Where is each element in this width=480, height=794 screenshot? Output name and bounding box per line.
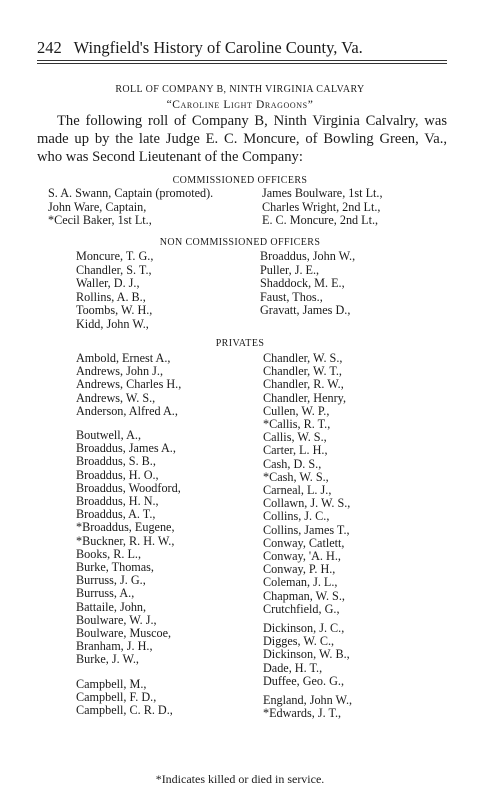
intro-text: The following roll of Company B, Ninth Virginia Calvalry, was made up by the late Judge E. C. Moncure, of Bowling Green, Va., who was Second Lieutenant of the Company: (37, 113, 447, 165)
roster-entry: Anderson, Alfred A., (76, 403, 178, 418)
non-commissioned-heading: NON COMMISSIONED OFFICERS (159, 237, 321, 248)
roster-entry: Coleman, J. L., (263, 575, 338, 590)
header-rule (37, 60, 447, 61)
header-rule-second (37, 63, 447, 64)
roster-entry: Boutwell, A., (76, 428, 142, 443)
roster-entry: *Cecil Baker, 1st Lt., (48, 213, 152, 227)
non-commissioned-right-column (260, 250, 355, 318)
roster-entry: Campbell, F. D., (76, 689, 157, 704)
roster-entry: Rollins, A. B., (76, 289, 146, 304)
roster-entry: Collins, James T., (263, 522, 350, 537)
roster-entry: Chandler, W. S., (263, 351, 343, 365)
roster-entry: Cash, D. S., (263, 456, 322, 471)
roster-entry: Campbell, C. R. D., (76, 703, 173, 718)
roster-entry: Dickinson, J. C., (263, 621, 345, 636)
roster-entry: Andrews, Charles H., (76, 377, 182, 392)
roster-entry: Conway, Catlett, (263, 535, 345, 550)
roster-entry: Campbell, M., (76, 676, 147, 691)
roster-entry: Broaddus, S. B., (76, 454, 156, 469)
roster-entry: Broaddus, John W., (260, 249, 356, 263)
roster-entry: Moncure, T. G., (76, 249, 154, 263)
roster-entry: Faust, Thos., (260, 289, 323, 304)
commissioned-heading: COMMISSIONED OFFICERS (172, 175, 308, 186)
roster-entry: Carneal, L. J., (263, 483, 332, 498)
roster-entry: Conway, 'A. H., (263, 549, 341, 564)
roster-entry: Branham, J. H., (76, 639, 153, 654)
roster-entry: Shaddock, M. E., (260, 276, 345, 291)
roster-entry: Broaddus, Woodford, (76, 480, 181, 495)
roster-entry: *Broaddus, Eugene, (76, 520, 175, 535)
roster-entry: Battaile, John, (76, 599, 147, 614)
roster-entry: Chandler, Henry, (263, 390, 346, 405)
non-commissioned-left-column (76, 250, 153, 332)
roster-entry: Andrews, W. S., (76, 390, 156, 405)
roster-entry: Chandler, R. W., (263, 377, 344, 392)
footnote: *Indicates killed or died in service. (155, 772, 325, 786)
roster-entry: Burruss, J. G., (76, 573, 146, 588)
roster-entry: Chandler, W. T., (263, 364, 342, 379)
privates-right-column (263, 352, 352, 720)
roster-entry: Collins, J. C., (263, 509, 330, 524)
roster-entry: Chandler, S. T., (76, 262, 152, 277)
roster-entry: Broaddus, H. N., (76, 494, 159, 509)
roll-heading: ROLL OF COMPANY B, NINTH VIRGINIA CALVARY (115, 84, 365, 95)
intro-paragraph (37, 113, 447, 166)
roster-entry: Andrews, John J., (76, 364, 164, 379)
roster-entry: Puller, J. E., (260, 262, 320, 277)
roster-entry: Broaddus, A. T., (76, 507, 156, 522)
roster-entry: England, John W., (263, 693, 353, 708)
roster-entry: Burke, J. W., (76, 652, 139, 667)
roster-entry: Carter, L. H., (263, 443, 328, 458)
running-title: Wingfield's History of Caroline County, Va. (73, 38, 363, 57)
roster-entry: Crutchfield, G., (263, 601, 340, 616)
roster-entry: Ambold, Ernest A., (76, 351, 171, 365)
roster-entry: E. C. Moncure, 2nd Lt., (262, 213, 379, 227)
roll-subheading: “Caroline Light Dragoons” (166, 99, 314, 111)
roster-entry: Charles Wright, 2nd Lt., (262, 199, 381, 214)
roster-entry: *Callis, R. T., (263, 417, 331, 432)
running-header (37, 38, 447, 58)
roster-entry: Chapman, W. S., (263, 588, 345, 603)
roster-entry: Broaddus, James A., (76, 441, 176, 456)
roster-entry: John Ware, Captain, (48, 199, 147, 214)
roster-entry: Boulware, Muscoe, (76, 626, 172, 641)
roster-entry: Boulware, W. J., (76, 612, 157, 627)
roster-entry: Digges, W. C., (263, 634, 335, 649)
roster-entry: Duffee, Geo. G., (263, 673, 344, 688)
commissioned-right-column (262, 187, 383, 228)
roster-entry: *Edwards, J. T., (263, 706, 342, 721)
roster-entry: S. A. Swann, Captain (promoted). (48, 186, 214, 200)
roster-entry: Burke, Thomas, (76, 560, 154, 575)
roster-entry: Burruss, A., (76, 586, 135, 601)
roster-entry: *Cash, W. S., (263, 469, 329, 484)
roster-entry: *Buckner, R. H. W., (76, 533, 175, 548)
roster-entry: Collawn, J. W. S., (263, 496, 351, 511)
privates-left-column (76, 352, 181, 717)
roster-entry: Broaddus, H. O., (76, 467, 159, 482)
roster-entry: Kidd, John W., (76, 316, 149, 331)
roster-entry: Books, R. L., (76, 546, 142, 561)
roster-entry: Dickinson, W. B., (263, 647, 350, 662)
roster-entry: Callis, W. S., (263, 430, 327, 445)
commissioned-left-column (48, 187, 213, 228)
roster-entry: Cullen, W. P., (263, 403, 330, 418)
page-number: 242 (37, 38, 62, 57)
roster-entry: Toombs, W. H., (76, 303, 153, 318)
privates-heading: PRIVATES (215, 338, 265, 349)
roster-entry: James Boulware, 1st Lt., (262, 186, 383, 200)
roster-entry: Dade, H. T., (263, 660, 323, 675)
roster-entry: Conway, P. H., (263, 562, 336, 577)
roster-entry: Gravatt, James D., (260, 303, 351, 318)
roster-entry: Waller, D. J., (76, 276, 140, 291)
